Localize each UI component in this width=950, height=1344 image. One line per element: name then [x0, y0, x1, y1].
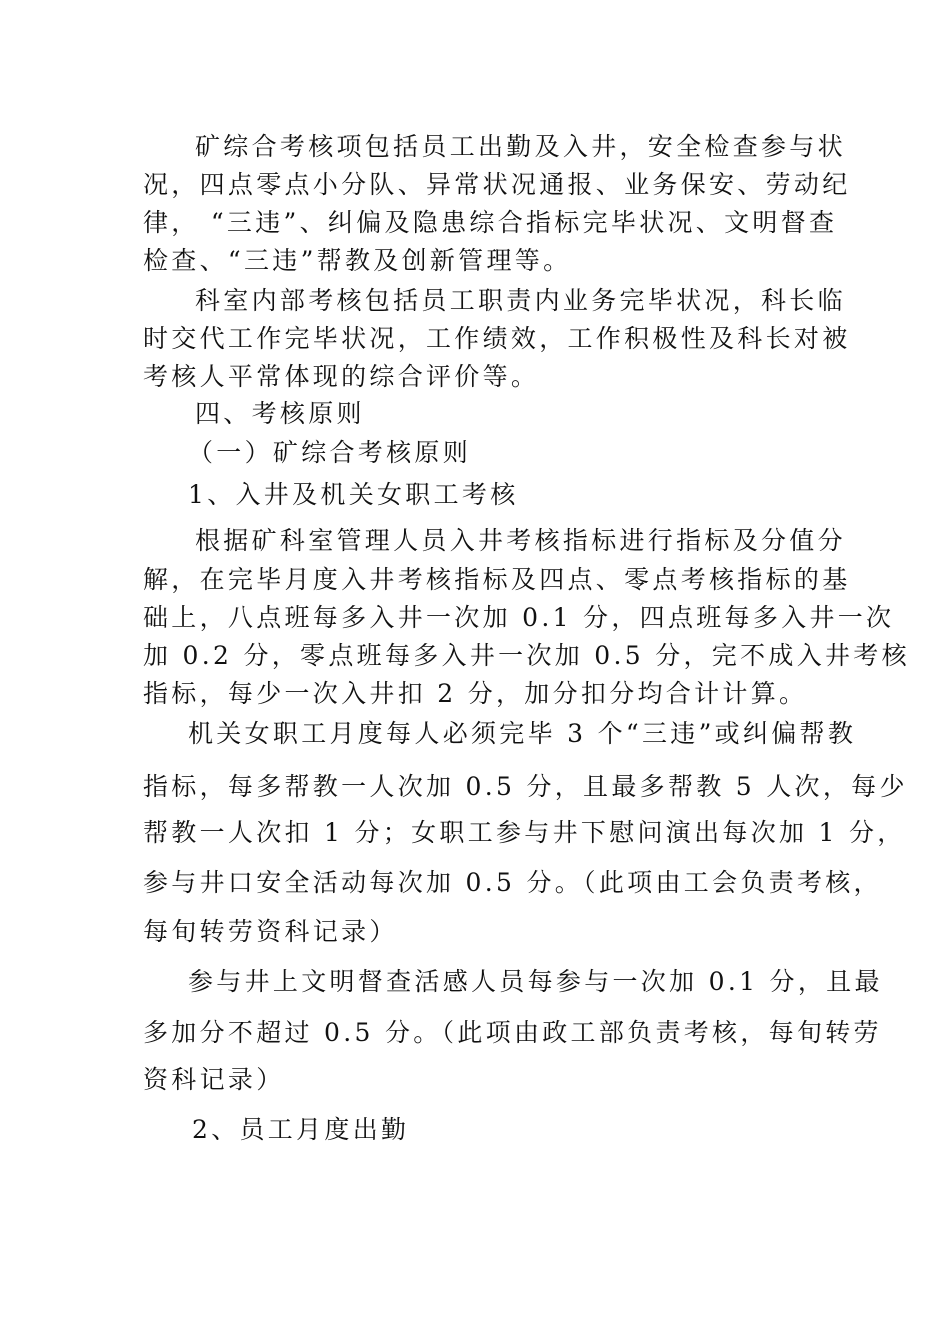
item-heading: 2、员工月度出勤: [192, 1115, 410, 1144]
paragraph-line: 况，四点零点小分队、异常状况通报、业务保安、劳动纪: [143, 170, 851, 199]
paragraph-line: 解，在完毕月度入井考核指标及四点、零点考核指标的基: [143, 565, 851, 594]
paragraph-line: 每旬转劳资科记录）: [143, 917, 398, 946]
paragraph-line: 加 0.2 分，零点班每多入井一次加 0.5 分，完不成入井考核: [143, 641, 910, 670]
paragraph-line: 帮教一人次扣 1 分；女职工参与井下慰问演出每次加 1 分，: [143, 818, 906, 847]
section-heading: 四、考核原则: [195, 399, 365, 428]
subsection-heading: （一）矿综合考核原则: [188, 438, 472, 467]
paragraph-line: 指标，每少一次入井扣 2 分，加分扣分均合计计算。: [143, 679, 808, 708]
paragraph-line: 考核人平常体现的综合评价等。: [143, 362, 540, 391]
paragraph-line: 参与井上文明督查活感人员每参与一次加 0.1 分，且最: [188, 967, 883, 996]
paragraph-line: 础上，八点班每多入井一次加 0.1 分，四点班每多入井一次: [143, 603, 895, 632]
paragraph-line: 矿综合考核项包括员工出勤及入井，安全检查参与状: [195, 132, 846, 161]
paragraph-line: 律， “三违”、纠偏及隐患综合指标完毕状况、文明督查: [143, 208, 838, 237]
paragraph-line: 根据矿科室管理人员入井考核指标进行指标及分值分: [195, 526, 846, 555]
paragraph-line: 检查、“三违”帮教及创新管理等。: [143, 246, 572, 275]
paragraph-line: 机关女职工月度每人必须完毕 3 个“三违”或纠偏帮教: [188, 719, 857, 748]
paragraph-line: 科室内部考核包括员工职责内业务完毕状况，科长临: [195, 286, 846, 315]
paragraph-line: 时交代工作完毕状况，工作绩效，工作积极性及科长对被: [143, 324, 851, 353]
paragraph-line: 指标，每多帮教一人次加 0.5 分，且最多帮教 5 人次，每少: [143, 772, 908, 801]
paragraph-line: 资科记录）: [143, 1065, 285, 1094]
paragraph-line: 多加分不超过 0.5 分。（此项由政工部负责考核，每旬转劳: [143, 1018, 882, 1047]
item-heading: 1、入井及机关女职工考核: [188, 480, 519, 509]
paragraph-line: 参与井口安全活动每次加 0.5 分。（此项由工会负责考核，: [143, 868, 882, 897]
